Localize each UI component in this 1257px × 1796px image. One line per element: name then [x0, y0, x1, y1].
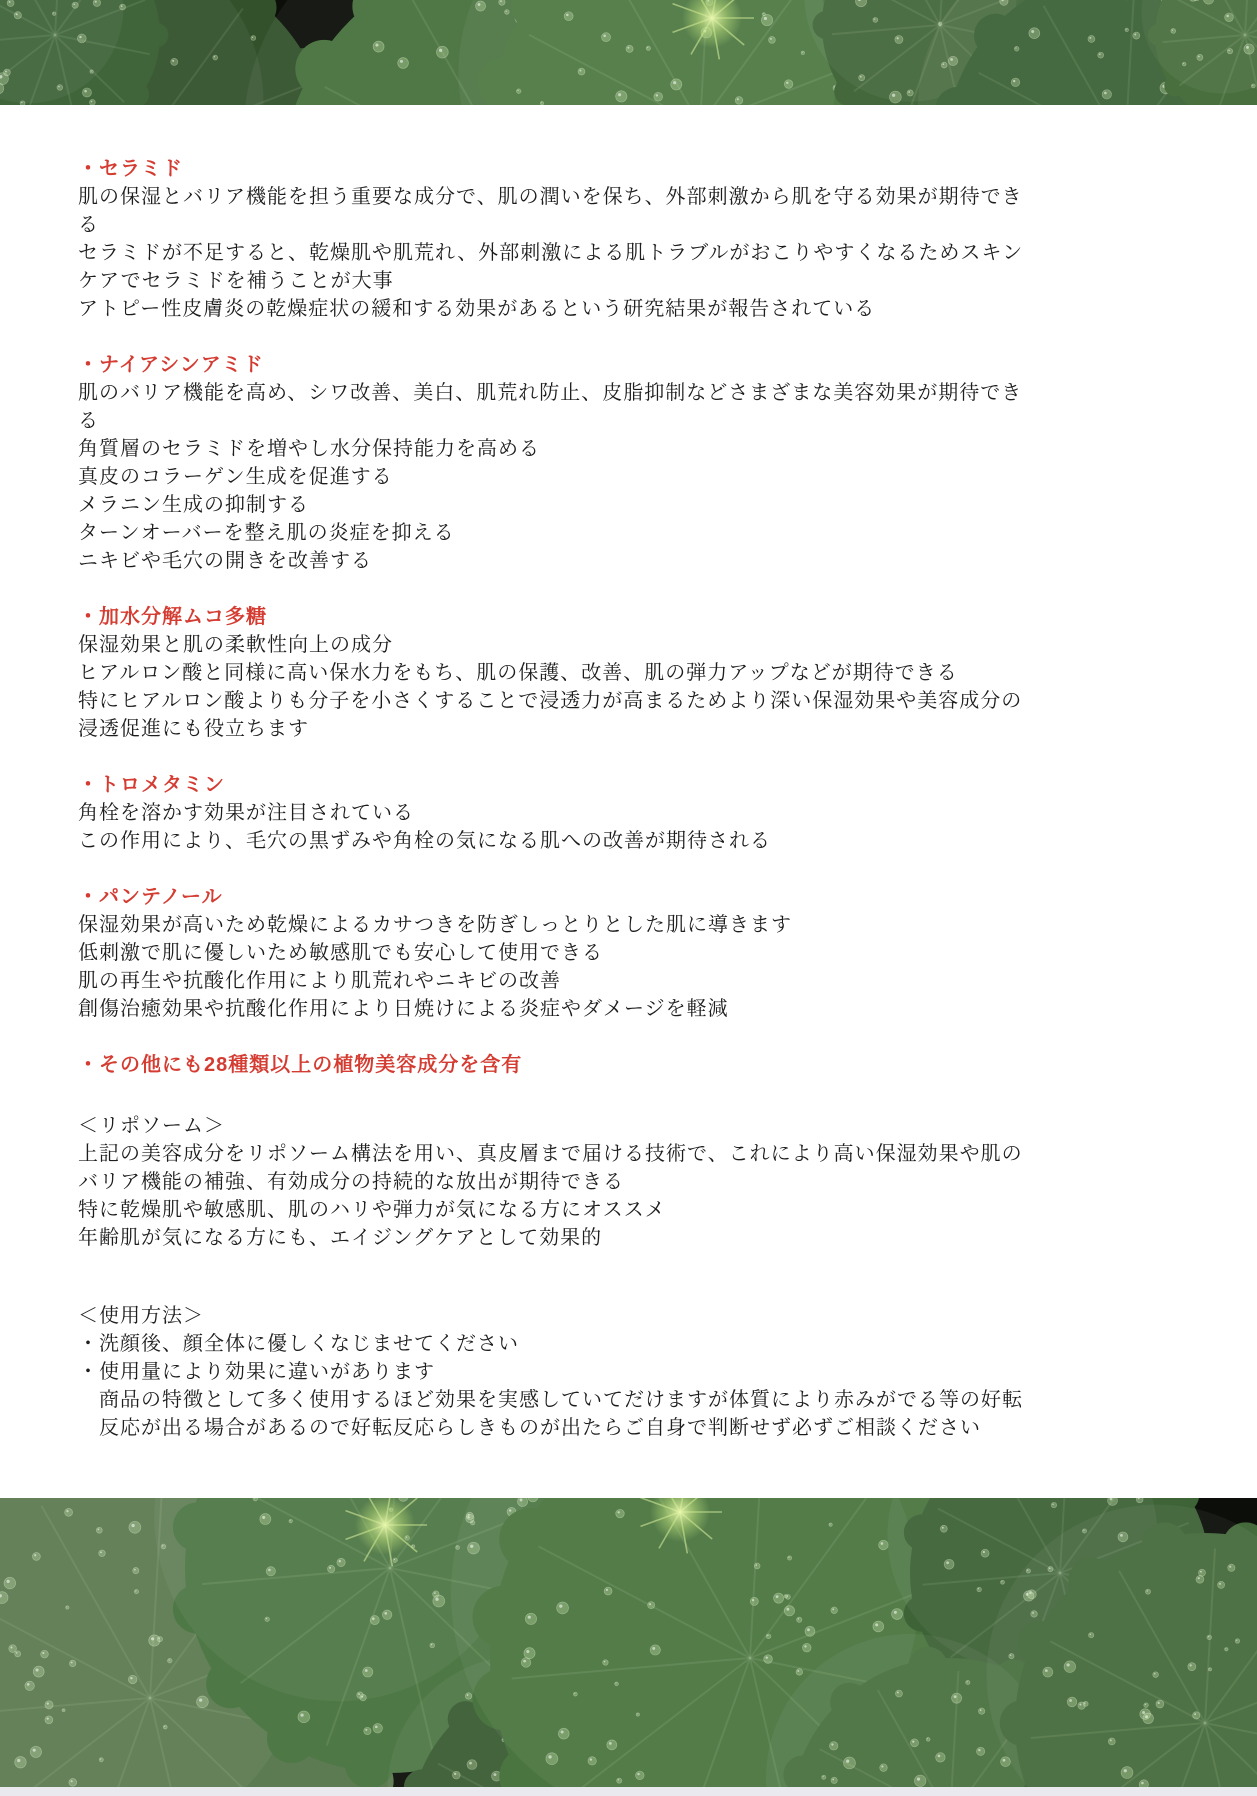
- section-heading-niacinamide: ・ナイアシンアミド: [78, 354, 264, 376]
- text-line: 肌の再生や抗酸化作用により肌荒れやニキビの改善: [78, 970, 561, 992]
- text-line: アトピー性皮膚炎の乾燥症状の緩和する効果があるという研究結果が報告されている: [78, 298, 876, 320]
- text-line: 創傷治癒効果や抗酸化作用により日焼けによる炎症やダメージを軽減: [78, 998, 729, 1020]
- text-line: 商品の特徴として多く使用するほど効果を実感していてだけますが体質により赤みがでる等の好転: [78, 1389, 1023, 1411]
- section-heading-tromethamine: ・トロメタミン: [78, 774, 225, 796]
- section-heading-hydrolyzed-mucopolysaccharide: ・加水分解ムコ多糖: [78, 606, 267, 628]
- section-heading-liposome: ＜リポソーム＞: [78, 1115, 225, 1137]
- section-heading-ceramide: ・セラミド: [78, 158, 183, 180]
- section-tromethamine: [78, 771, 1187, 855]
- top-leaf-photo: [0, 0, 1257, 105]
- text-line: 真皮のコラーゲン生成を促進する: [78, 466, 393, 488]
- leaf-photo-illustration: [0, 0, 1257, 105]
- text-line: バリア機能の補強、有効成分の持続的な放出が期待できる: [78, 1171, 624, 1193]
- bottom-leaf-photo: [0, 1498, 1257, 1787]
- text-line: 反応が出る場合があるので好転反応らしきものが出たらご自身で判断せず必ずご相談ください: [78, 1417, 981, 1439]
- leaf-photo-illustration: [0, 1498, 1257, 1787]
- text-line: る: [78, 410, 99, 432]
- section-heading-usage: ＜使用方法＞: [78, 1305, 204, 1327]
- text-line: る: [78, 214, 99, 236]
- text-line: ケアでセラミドを補うことが大事: [78, 270, 394, 292]
- text-line: ターンオーバーを整え肌の炎症を抑える: [78, 522, 455, 544]
- text-line: この作用により、毛穴の黒ずみや角栓の気になる肌への改善が期待される: [78, 830, 771, 852]
- text-line: 上記の美容成分をリポソーム構法を用い、真皮層まで届ける技術で、これにより高い保湿効果や肌の: [78, 1143, 1023, 1165]
- text-line: ・洗顔後、顔全体に優しくなじませてください: [78, 1333, 519, 1355]
- section-other-botanicals: [78, 1051, 1187, 1079]
- text-line: 低刺激で肌に優しいため敏感肌でも安心して使用できる: [78, 942, 603, 964]
- text-line: ヒアルロン酸と同様に高い保水力をもち、肌の保護、改善、肌の弾力アップなどが期待できる: [78, 662, 958, 684]
- text-line: メラニン生成の抑制する: [78, 494, 309, 516]
- section-liposome: [78, 1112, 1187, 1252]
- section-niacinamide: [78, 351, 1187, 575]
- section-ceramide: [78, 155, 1187, 323]
- section-hydrolyzed-mucopolysaccharide: [78, 603, 1187, 743]
- text-line: 角栓を溶かす効果が注目されている: [78, 802, 414, 824]
- text-line: 保湿効果が高いため乾燥によるカサつきを防ぎしっとりとした肌に導きます: [78, 914, 792, 936]
- text-line: 特に乾燥肌や敏感肌、肌のハリや弾力が気になる方にオススメ: [78, 1199, 666, 1221]
- section-panthenol: [78, 883, 1187, 1023]
- text-line: 角質層のセラミドを増やし水分保持能力を高める: [78, 438, 540, 460]
- page-bottom-bar: [0, 1787, 1257, 1796]
- section-heading-panthenol: ・パンテノール: [78, 886, 223, 908]
- text-line: 特にヒアルロン酸よりも分子を小さくすることで浸透力が高まるためより深い保湿効果や美容成分の: [78, 690, 1023, 712]
- text-line: ニキビや毛穴の開きを改善する: [78, 550, 372, 572]
- text-line: 肌のバリア機能を高め、シワ改善、美白、肌荒れ防止、皮脂抑制などさまざまな美容効果が期待でき: [78, 382, 1023, 404]
- content-sections: [78, 155, 1187, 1442]
- text-line: 浸透促進にも役立ちます: [78, 718, 309, 740]
- section-heading-other-botanicals: ・その他にも28種類以上の植物美容成分を含有: [78, 1054, 523, 1076]
- content: [0, 105, 1257, 1498]
- text-line: セラミドが不足すると、乾燥肌や肌荒れ、外部刺激による肌トラブルがおこりやすくなるためスキン: [78, 242, 1024, 264]
- text-line: ・使用量により効果に違いがあります: [78, 1361, 435, 1383]
- text-line: 年齢肌が気になる方にも、エイジングケアとして効果的: [78, 1227, 603, 1249]
- section-usage: [78, 1302, 1187, 1442]
- text-line: 保湿効果と肌の柔軟性向上の成分: [78, 634, 393, 656]
- text-line: 肌の保湿とバリア機能を担う重要な成分で、肌の潤いを保ち、外部刺激から肌を守る効果が期待でき: [78, 186, 1023, 208]
